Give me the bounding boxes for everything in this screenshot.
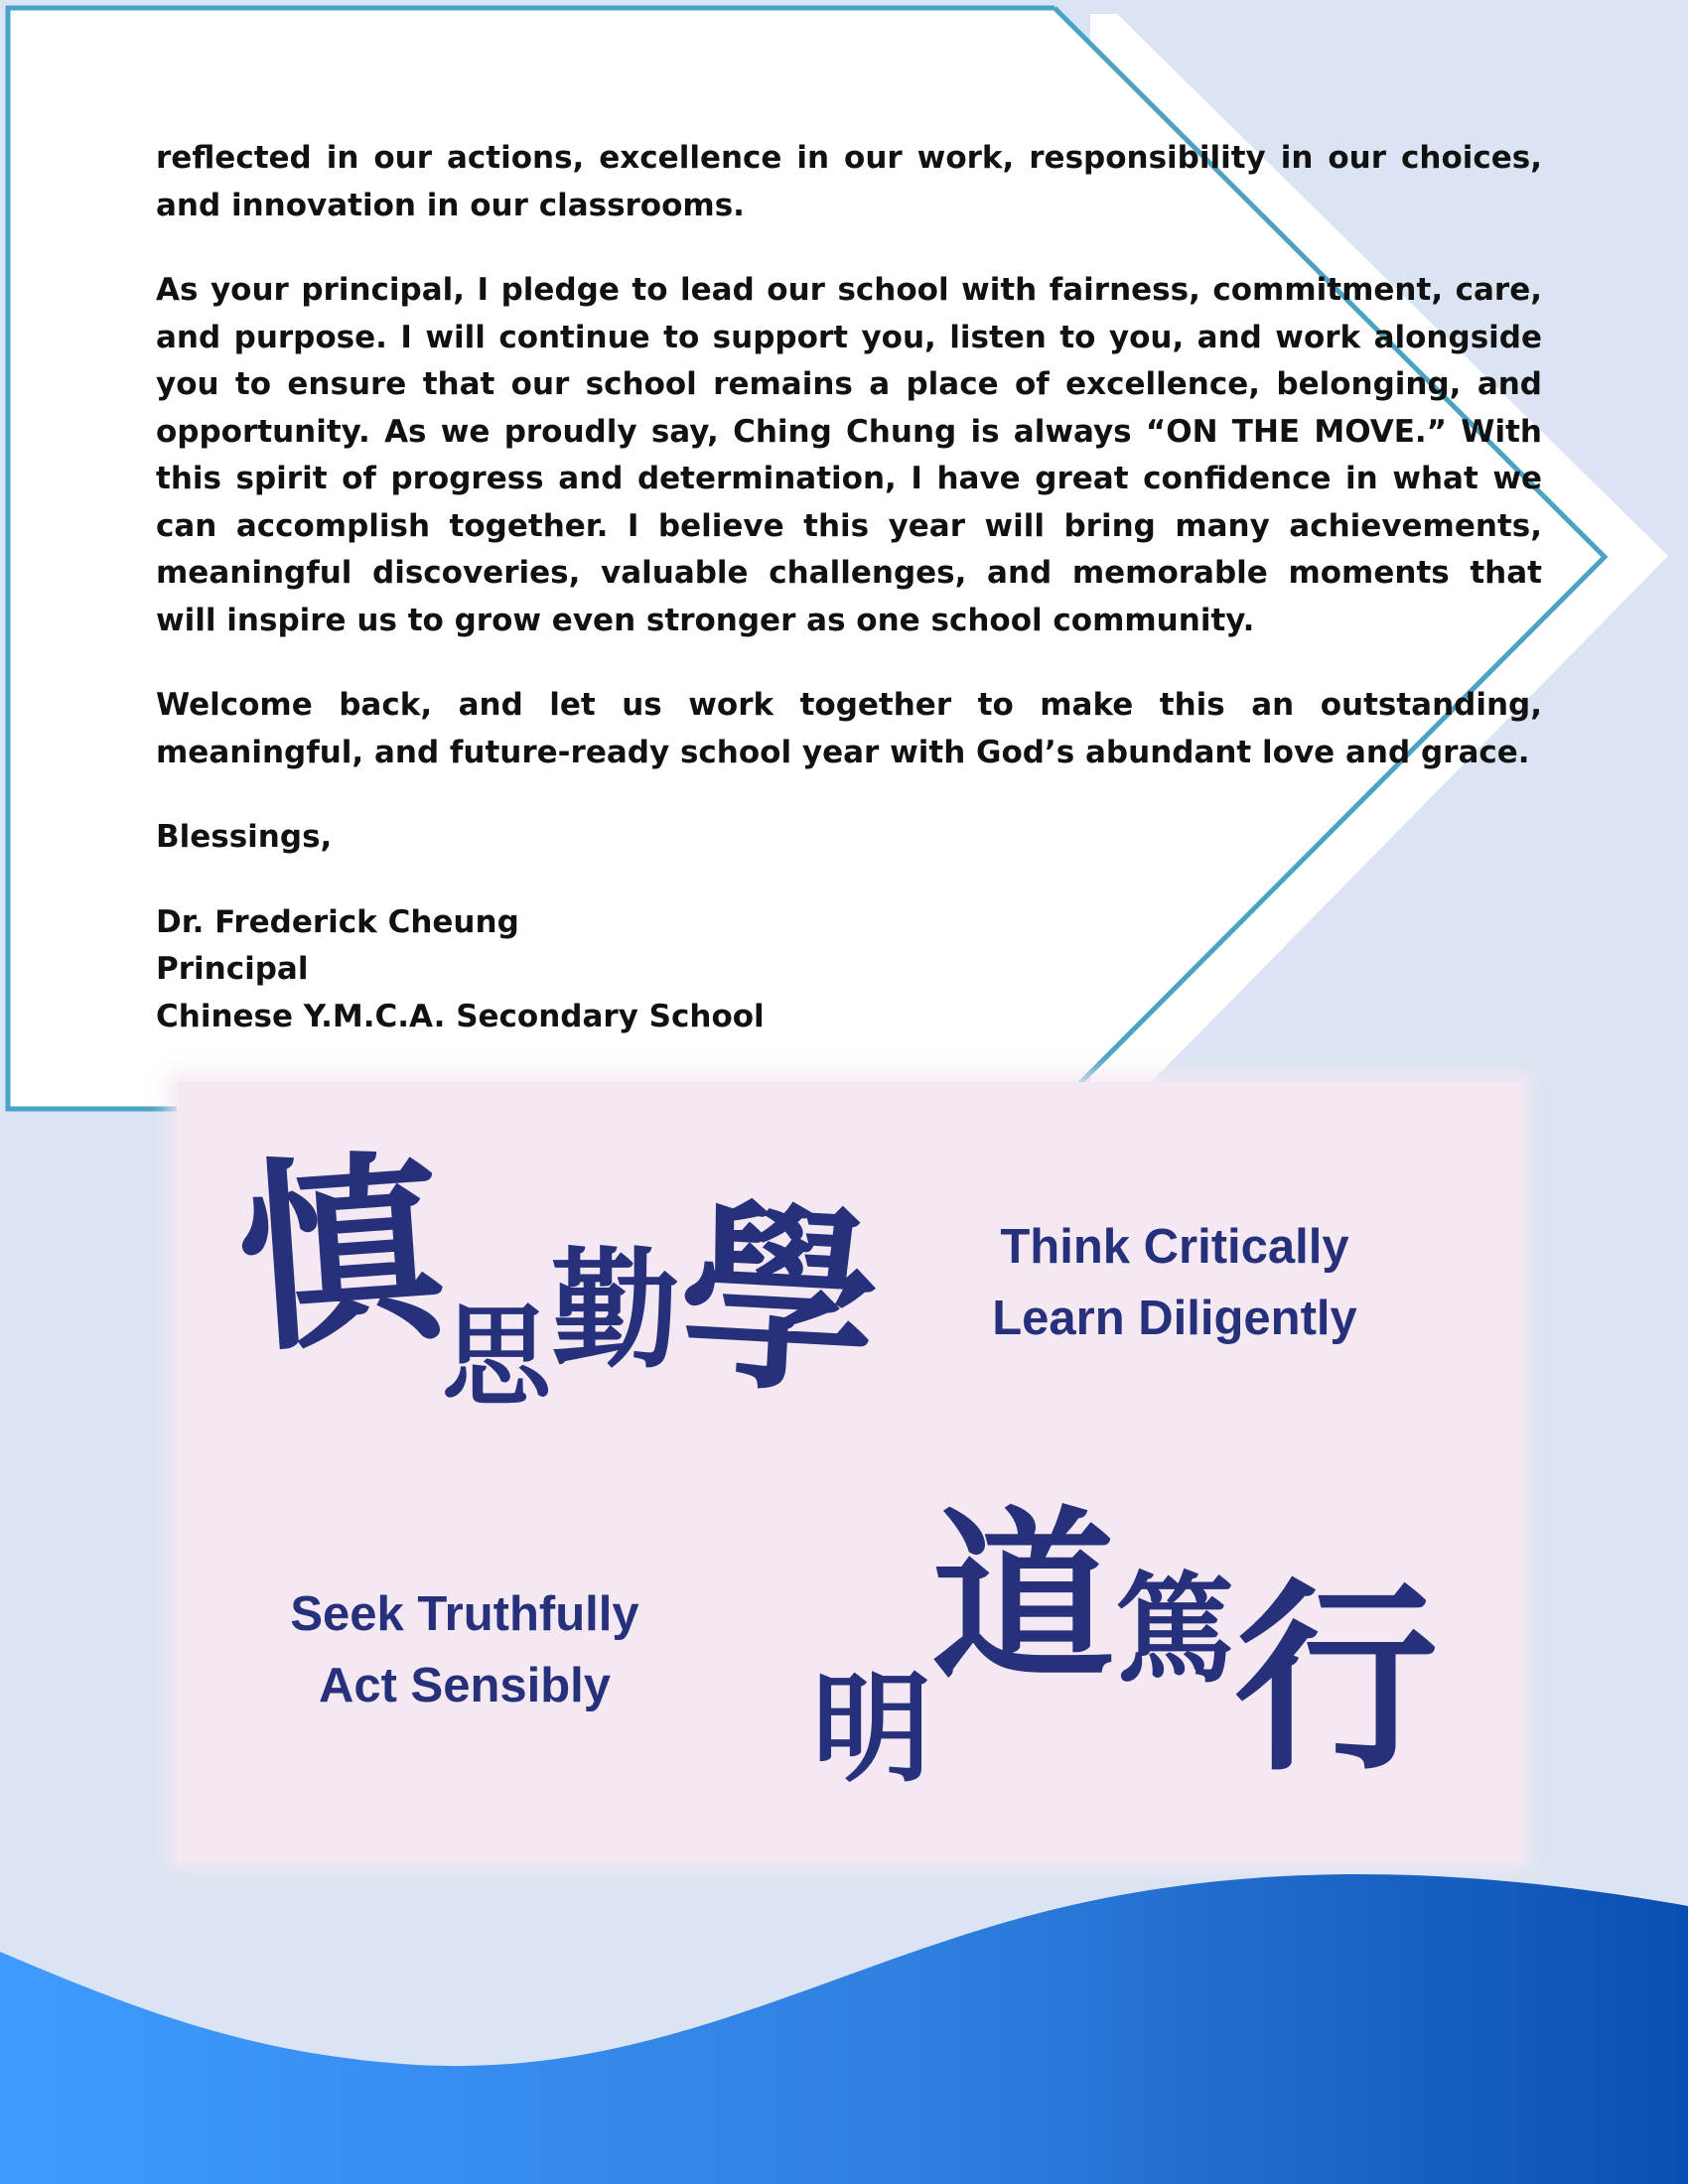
- motto-bottom-char-2: 道: [931, 1488, 1115, 1705]
- motto-bottom-english-line-1: Seek Truthfully: [290, 1587, 639, 1641]
- letter-body: [156, 135, 1542, 1040]
- footer-wave-shape: [0, 1874, 1688, 2184]
- motto-top-chinese: [229, 1129, 886, 1424]
- motto-top-english: [976, 1211, 1373, 1354]
- motto-top-english-line-1: Think Critically: [1000, 1220, 1349, 1274]
- motto-panel: [177, 1082, 1523, 1861]
- motto-bottom-char-1: 明: [812, 1659, 931, 1799]
- letter-signature: [156, 899, 1542, 1041]
- signature-school: Chinese Y.M.C.A. Secondary School: [156, 998, 765, 1034]
- motto-bottom-char-4: 行: [1234, 1561, 1438, 1799]
- footer-wave: [0, 1866, 1688, 2184]
- letter-paragraph-2: As your principal, I pledge to lead our school with fairness, commitment, care, and purpose. I will continue to support you, listen to you, and work alongside you to ensure that our school remains a place of excellence, belonging, and opportunity. As we proudly say, Ching Chung is always “ON THE MOVE.” With this spirit of progress and determination, I have great confidence in what we can accomplish together. I believe this year will bring many achievements, meaningful discoveries, valuable challenges, and memorable moments that will inspire us to grow even stronger as one school community.: [156, 272, 1542, 638]
- motto-top-english-line-2: Learn Diligently: [992, 1292, 1357, 1345]
- motto-bottom-english: [266, 1578, 663, 1721]
- letter-paragraph-1: reflected in our actions, excellence in our work, responsibility in our choices, and innovation in our classrooms.: [156, 140, 1542, 223]
- letter-paragraph-3: Welcome back, and let us work together to make this an outstanding, meaningful, and future-ready school year with God’s abundant love and grace.: [156, 687, 1542, 770]
- signature-title: Principal: [156, 951, 309, 987]
- motto-top-char-1: 慎: [229, 1129, 451, 1381]
- motto-top-char-4: 學: [674, 1178, 886, 1424]
- motto-bottom-english-line-2: Act Sensibly: [318, 1659, 612, 1712]
- motto-top-char-2: 思: [442, 1293, 551, 1421]
- letter-closing: Blessings,: [156, 819, 333, 855]
- motto-top-char-3: 勤: [551, 1234, 681, 1386]
- signature-name: Dr. Frederick Cheung: [156, 903, 519, 940]
- motto-bottom-chinese: [812, 1488, 1438, 1799]
- motto-bottom-char-3: 篤: [1115, 1560, 1234, 1700]
